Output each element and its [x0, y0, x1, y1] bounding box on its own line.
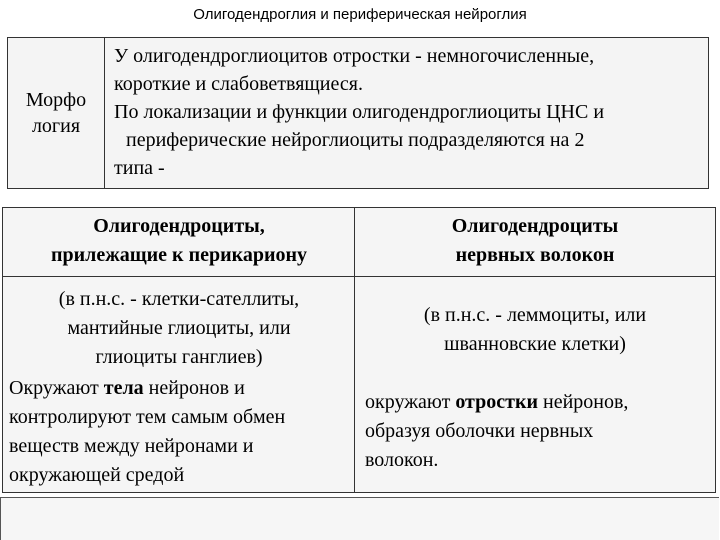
column-divider [354, 208, 355, 492]
left-note [9, 285, 349, 372]
morphology-line: У олигодендроглиоцитов отростки - немногочисленные, [114, 45, 595, 67]
comparison-table [2, 207, 716, 493]
header-line: прилежащие к перикариону [50, 244, 307, 266]
function-line [365, 388, 711, 417]
note-line: (в п.н.с. - леммоциты, или [423, 304, 647, 326]
function-line: контролируют тем самым обмен [9, 406, 286, 428]
function-line: веществ между нейронами и [9, 435, 254, 457]
morphology-line: По локализации и функции олигодендроглиоциты ЦНС и [114, 101, 605, 123]
left-column-header [9, 212, 349, 270]
function-keyword: тела [103, 377, 144, 399]
morphology-line: периферические нейроглиоциты подразделяются на 2 [126, 129, 585, 151]
function-keyword: отростки [455, 391, 538, 413]
function-text: нейронов и [143, 377, 245, 399]
morphology-divider [104, 38, 105, 188]
right-note [359, 301, 711, 359]
right-function [365, 388, 711, 475]
morphology-text [114, 42, 704, 182]
note-line: мантийные глиоциты, или [67, 317, 291, 339]
morphology-line: короткие и слабоветвящиеся. [114, 73, 363, 95]
morphology-box [7, 37, 709, 189]
function-line [9, 374, 354, 403]
bottom-frame [0, 497, 719, 540]
function-line: волокон. [365, 449, 439, 471]
note-line: шванновские клетки) [444, 333, 626, 355]
morphology-label [8, 38, 104, 188]
function-line: окружающей средой [9, 464, 185, 486]
header-line: Олигодендроциты, [93, 215, 265, 237]
morphology-line: типа - [114, 157, 165, 179]
morphology-label-line1: Морфо [25, 89, 87, 111]
note-line: глиоциты ганглиев) [95, 346, 263, 368]
note-line: (в п.н.с. - клетки-сателлиты, [58, 288, 300, 310]
header-divider [3, 276, 715, 277]
function-text: Окружают [9, 377, 104, 399]
right-column-header [359, 212, 711, 270]
morphology-label-line2: логия [31, 115, 81, 137]
left-function [9, 374, 354, 490]
header-line: нервных волокон [455, 244, 615, 266]
slide-title: Олигодендроглия и периферическая нейроглия [193, 6, 527, 23]
function-text: окружают [365, 391, 456, 413]
header-line: Олигодендроциты [451, 215, 619, 237]
function-line: образуя оболочки нервных [365, 420, 594, 442]
function-text: нейронов, [538, 391, 629, 413]
